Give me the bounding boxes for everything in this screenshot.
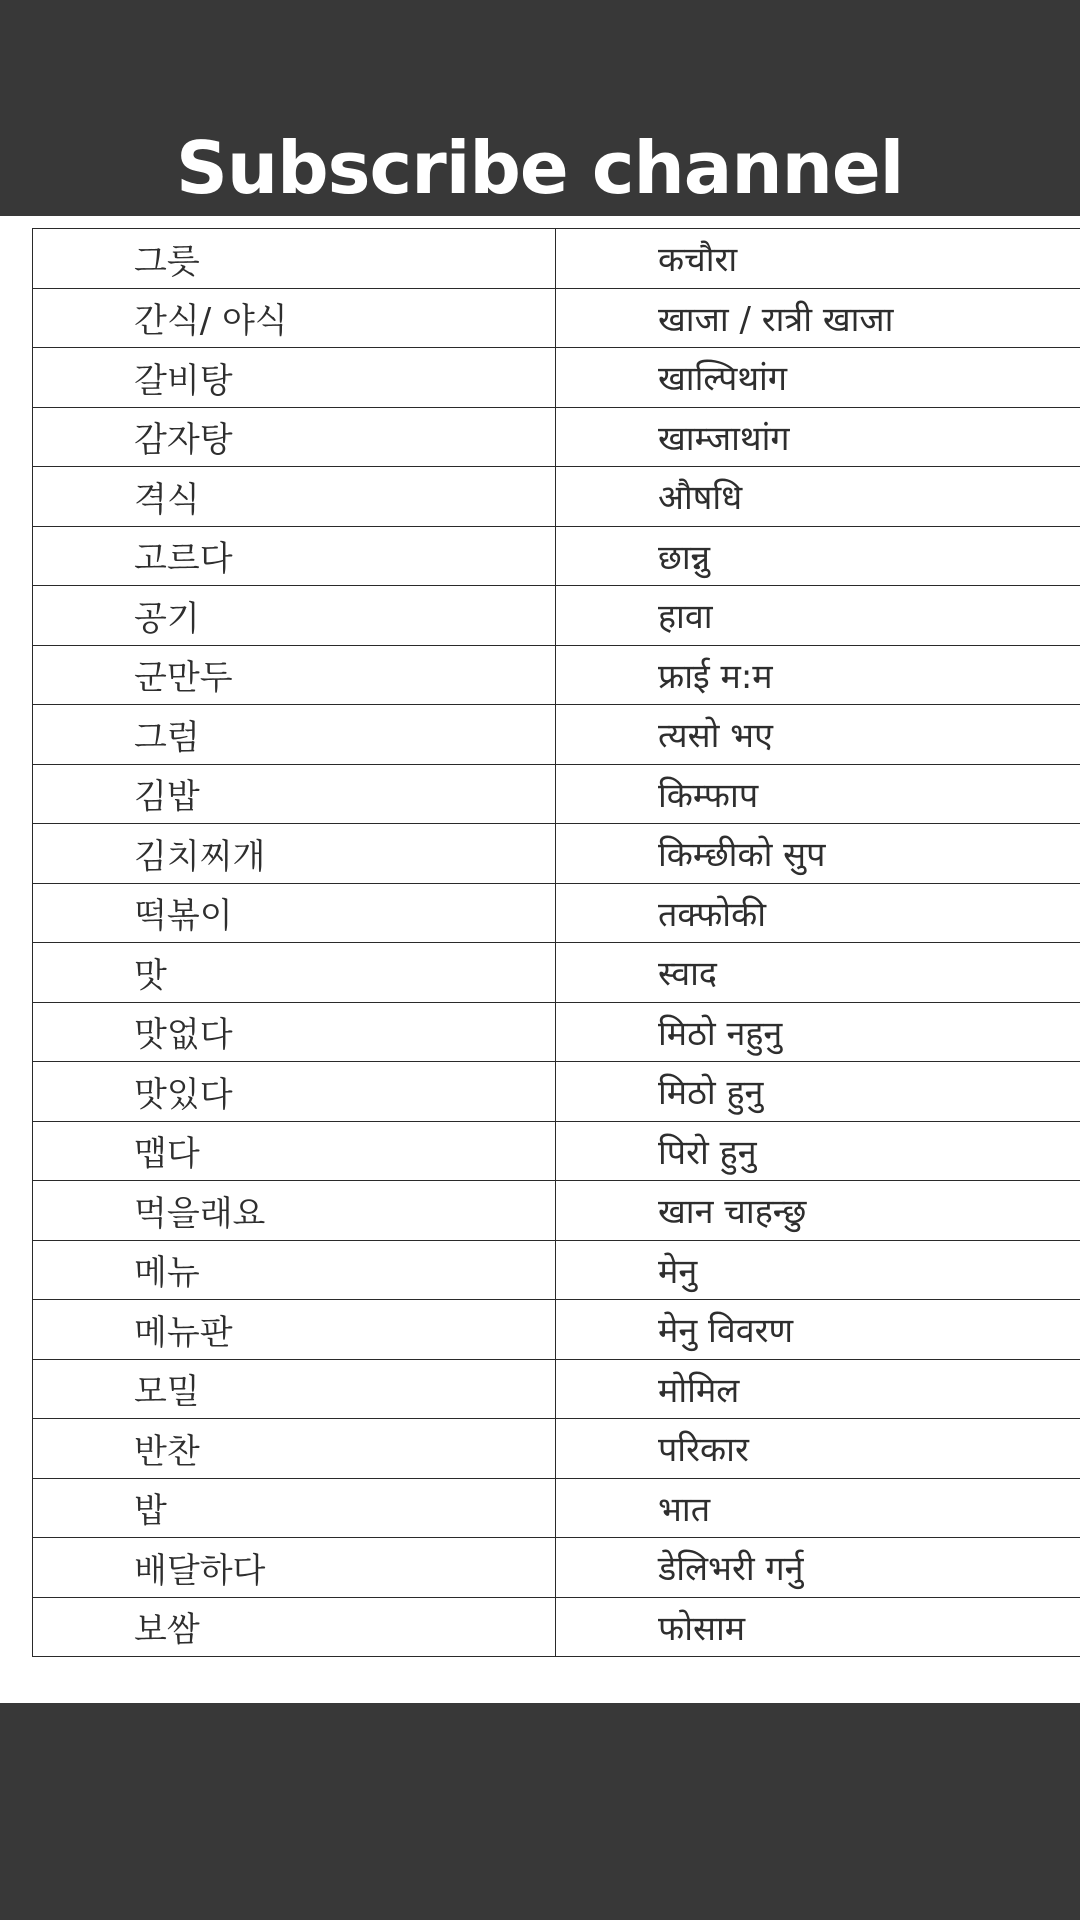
- table-row: [33, 408, 1080, 468]
- table-row: [33, 467, 1080, 527]
- table-row: [33, 1062, 1080, 1122]
- table-row: [33, 1538, 1080, 1598]
- nepali-meaning-cell: परिकार: [658, 1430, 749, 1471]
- nepali-meaning-cell: मिठो नहुनु: [658, 1013, 783, 1054]
- korean-word-cell: 밥: [33, 1479, 556, 1538]
- nepali-meaning-cell: डेलिभरी गर्नु: [658, 1549, 804, 1590]
- nepali-meaning-cell: हावा: [658, 597, 713, 638]
- table-row: [33, 1241, 1080, 1301]
- table-row: [33, 1003, 1080, 1063]
- korean-word-cell: 격식: [33, 467, 556, 526]
- table-row: [33, 765, 1080, 825]
- table-row: [33, 1598, 1080, 1658]
- vocabulary-sheet: [0, 216, 1080, 1703]
- table-row: [33, 1479, 1080, 1539]
- nepali-meaning-cell: मेनु विवरण: [658, 1311, 794, 1352]
- top-banner: [0, 0, 1080, 216]
- korean-word-cell: 메뉴판: [33, 1300, 556, 1359]
- korean-word-cell: 맛없다: [33, 1003, 556, 1062]
- subscribe-channel-title: Subscribe channel: [176, 126, 904, 210]
- nepali-meaning-cell: खाजा / रात्री खाजा: [658, 299, 894, 340]
- table-row: [33, 1360, 1080, 1420]
- korean-word-cell: 그럼: [33, 705, 556, 764]
- table-row: [33, 1300, 1080, 1360]
- korean-word-cell: 감자탕: [33, 408, 556, 467]
- korean-word-cell: 반찬: [33, 1419, 556, 1478]
- table-row: [33, 824, 1080, 884]
- nepali-meaning-cell: पिरो हुनु: [658, 1132, 757, 1173]
- nepali-meaning-cell: त्यसो भए: [658, 716, 773, 757]
- nepali-meaning-cell: कचौरा: [658, 240, 738, 281]
- table-row: [33, 1122, 1080, 1182]
- korean-word-cell: 갈비탕: [33, 348, 556, 407]
- korean-word-cell: 보쌈: [33, 1598, 556, 1657]
- nepali-meaning-cell: फ्राई म:म: [658, 656, 773, 697]
- korean-word-cell: 군만두: [33, 646, 556, 705]
- korean-word-cell: 김치찌개: [33, 824, 556, 883]
- korean-word-cell: 떡볶이: [33, 884, 556, 943]
- korean-word-cell: 그릇: [33, 229, 556, 288]
- korean-word-cell: 배달하다: [33, 1538, 556, 1597]
- table-row: [33, 229, 1080, 289]
- table-row: [33, 705, 1080, 765]
- table-row: [33, 348, 1080, 408]
- korean-word-cell: 맵다: [33, 1122, 556, 1181]
- korean-word-cell: 간식/ 야식: [33, 289, 556, 348]
- table-row: [33, 586, 1080, 646]
- korean-word-cell: 맛있다: [33, 1062, 556, 1121]
- vocabulary-table: [32, 228, 1080, 1657]
- bottom-band: [0, 1703, 1080, 1920]
- nepali-meaning-cell: किम्छीको सुप: [658, 835, 826, 876]
- nepali-meaning-cell: औषधि: [658, 478, 743, 519]
- table-row: [33, 1419, 1080, 1479]
- nepali-meaning-cell: मोमिल: [658, 1370, 740, 1411]
- nepali-meaning-cell: छान्नु: [658, 537, 711, 578]
- nepali-meaning-cell: फोसाम: [658, 1608, 746, 1649]
- korean-word-cell: 공기: [33, 586, 556, 645]
- nepali-meaning-cell: तक्फोकी: [658, 894, 767, 935]
- table-row: [33, 1181, 1080, 1241]
- korean-word-cell: 김밥: [33, 765, 556, 824]
- nepali-meaning-cell: मेनु: [658, 1251, 698, 1292]
- table-row: [33, 884, 1080, 944]
- korean-word-cell: 맛: [33, 943, 556, 1002]
- table-row: [33, 527, 1080, 587]
- nepali-meaning-cell: मिठो हुनु: [658, 1073, 764, 1114]
- nepali-meaning-cell: किम्फाप: [658, 775, 759, 816]
- nepali-meaning-cell: खाल्पिथांग: [658, 359, 787, 400]
- korean-word-cell: 메뉴: [33, 1241, 556, 1300]
- table-row: [33, 943, 1080, 1003]
- table-row: [33, 646, 1080, 706]
- nepali-meaning-cell: खाम्जाथांग: [658, 418, 790, 459]
- nepali-meaning-cell: खान चाहन्छु: [658, 1192, 807, 1233]
- nepali-meaning-cell: भात: [658, 1489, 711, 1530]
- korean-word-cell: 모밀: [33, 1360, 556, 1419]
- table-row: [33, 289, 1080, 349]
- korean-word-cell: 고르다: [33, 527, 556, 586]
- korean-word-cell: 먹을래요: [33, 1181, 556, 1240]
- nepali-meaning-cell: स्वाद: [658, 954, 717, 995]
